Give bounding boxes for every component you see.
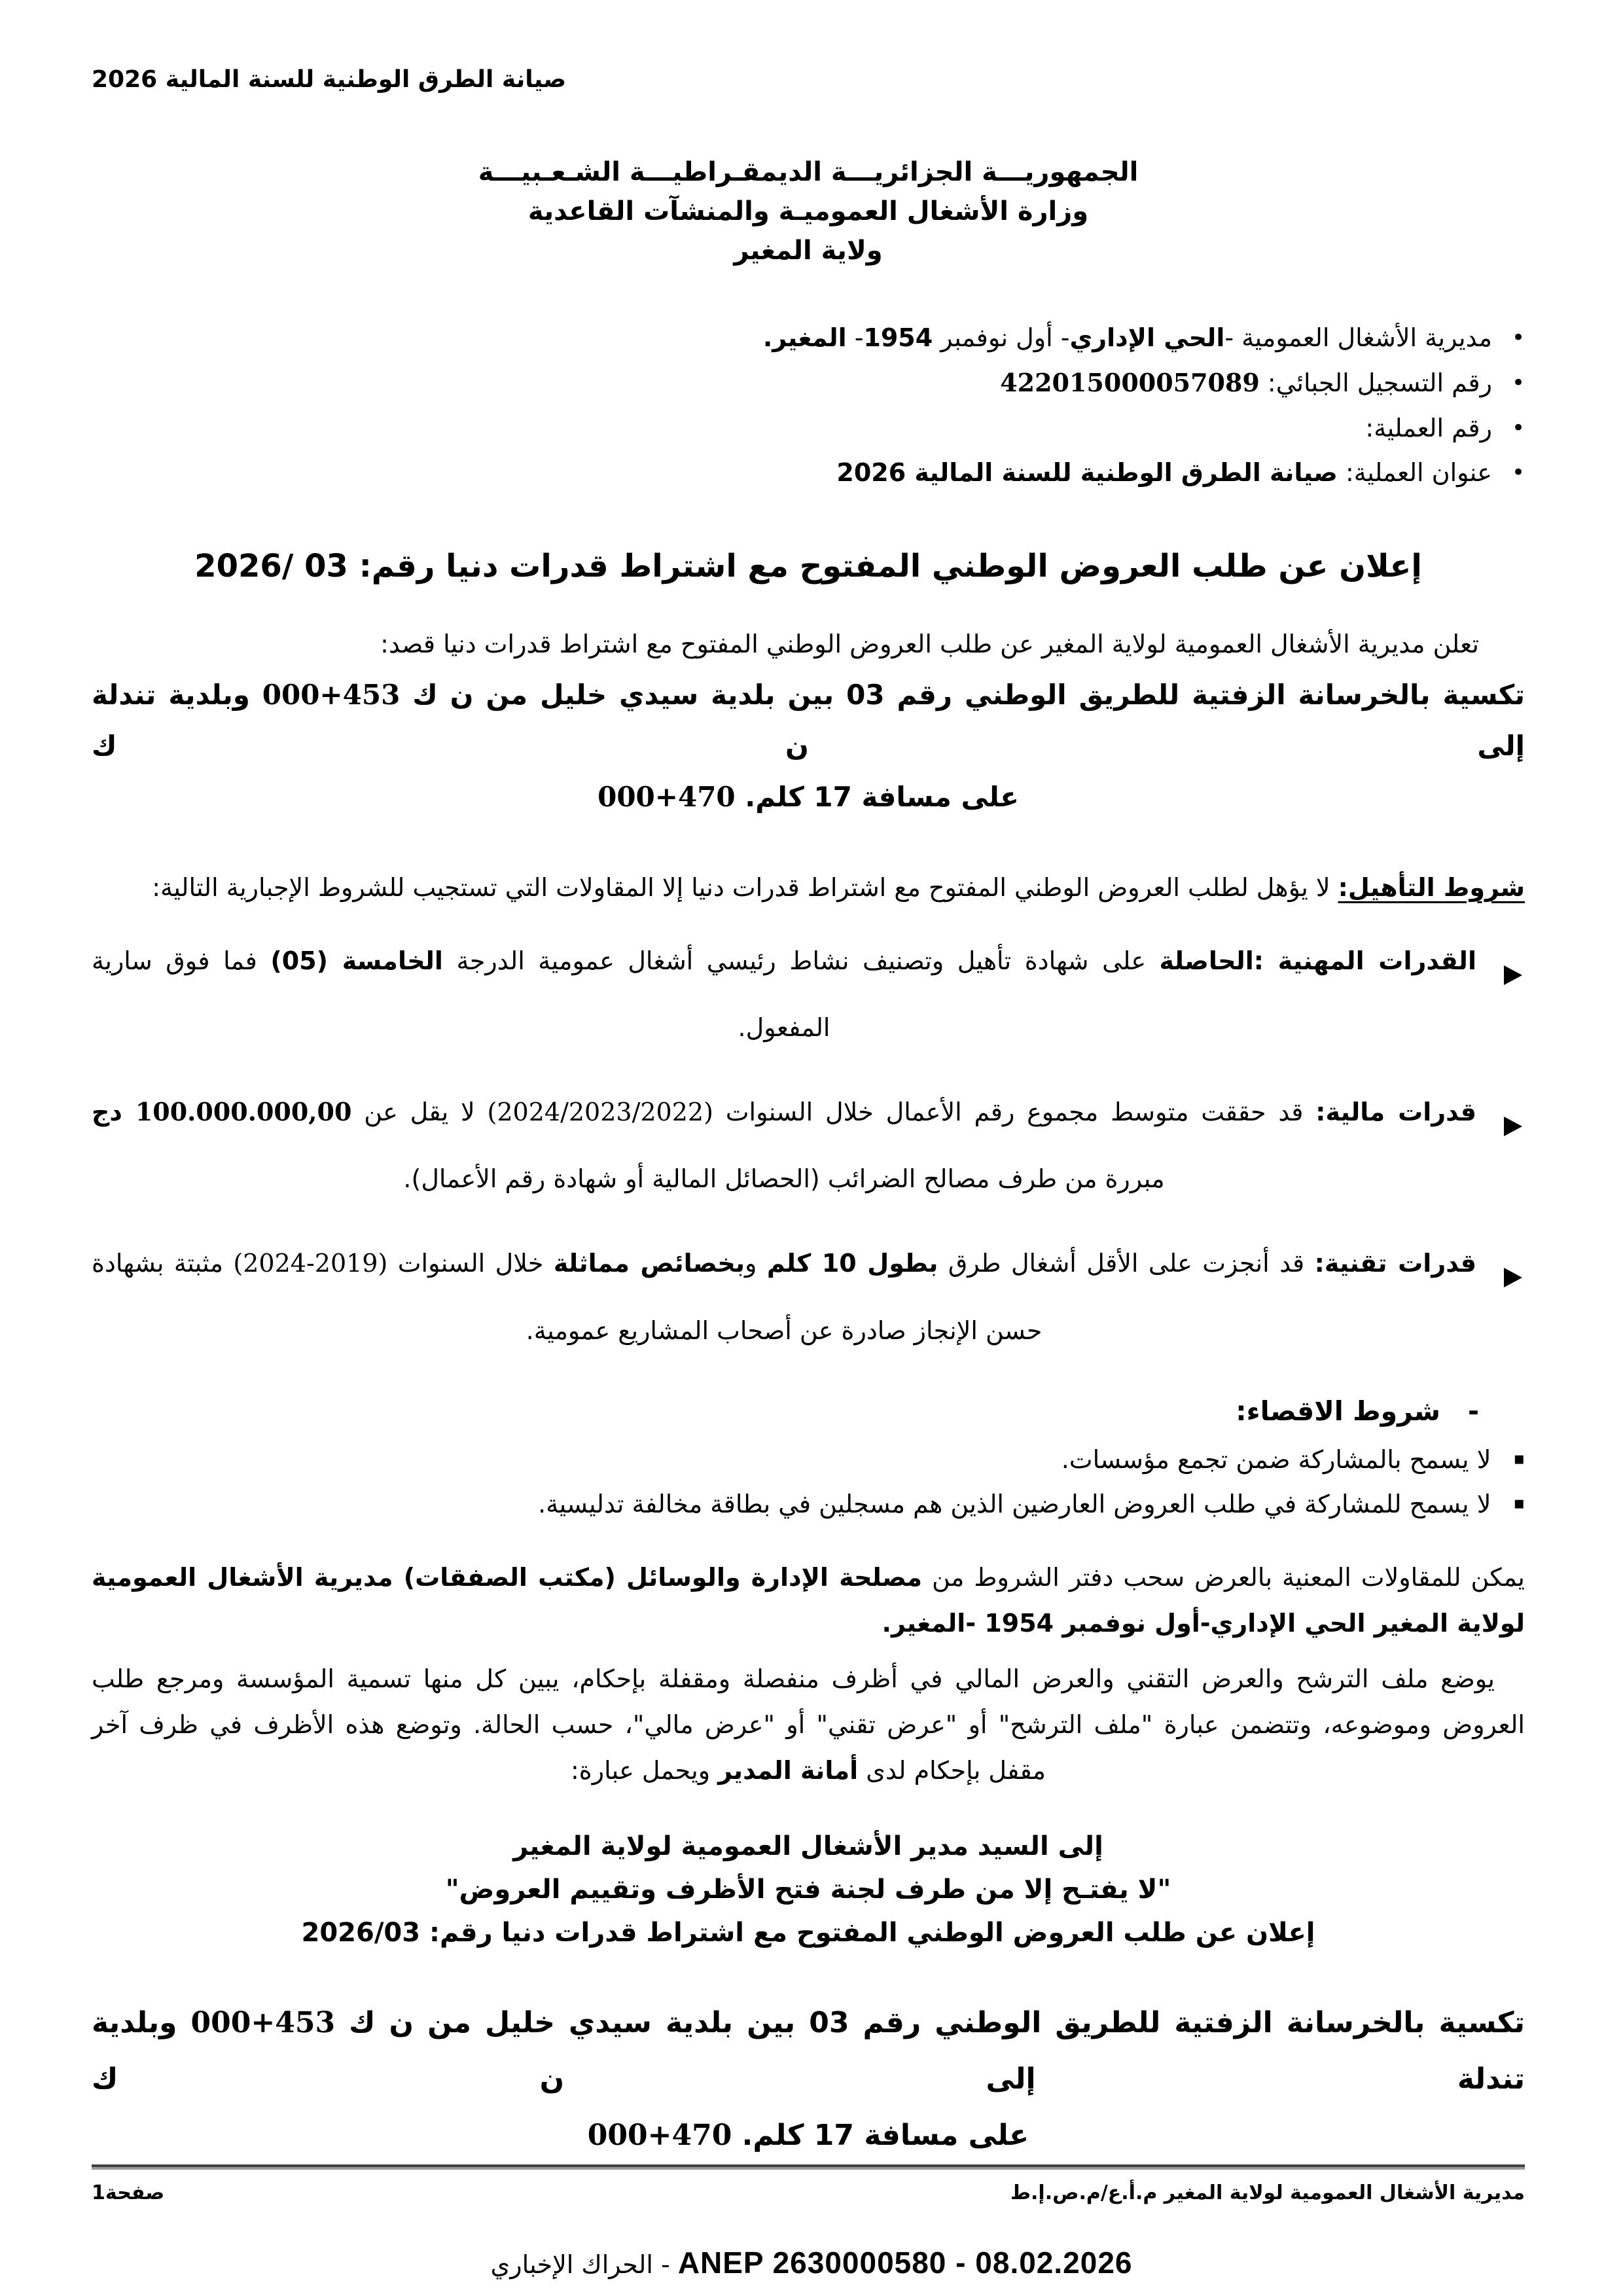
square-bullet-icon: ▪ bbox=[1513, 1494, 1525, 1514]
info-item-operation-number bbox=[92, 408, 1525, 449]
exclusion-header bbox=[92, 1390, 1479, 1433]
qualification-item-text: قدرات تقنية: قد أنجزت على الأقل أشغال طرق بطول 10 كلم وبخصائص مماثلة خلال السنوات (2024-2019) مثبتة بشهادة حسن الإنجاز صادرة عن أصحاب المشاريع عمومية. bbox=[92, 1248, 1477, 1345]
arrow-bullet-icon bbox=[1504, 965, 1522, 985]
exclusion-list bbox=[92, 1439, 1525, 1526]
page-footer bbox=[92, 2164, 1525, 2204]
info-item-text: عنوان العملية: صيانة الطرق الوطنية للسنة المالية 2026 bbox=[836, 458, 1492, 488]
bullet-dot-icon: • bbox=[1511, 369, 1525, 396]
bullet-dot-icon: • bbox=[1511, 325, 1525, 351]
square-bullet-icon: ▪ bbox=[1513, 1448, 1525, 1469]
info-item-text: رقم التسجيل الجبائي: 422015000057089 bbox=[1000, 367, 1492, 397]
work-title-line2: على مسافة 17 كلم. 000+470 bbox=[587, 2119, 1029, 2152]
withdrawal-paragraph: يمكن للمقاولات المعنية بالعرض سحب دفتر الشروط من مصلحة الإدارة والوسائل (مكتب الصفقات) مديرية الأشغال العمومية لولاية المغير الحي الإداري-أول نوفمبر 1954 -المغير. bbox=[92, 1562, 1525, 1638]
intro-paragraph: تعلن مديرية الأشغال العمومية لولاية المغير عن طلب العروض الوطني المفتوح مع اشتراط قدرات دنيا قصد: bbox=[380, 630, 1479, 659]
qualification-item-professional bbox=[92, 927, 1525, 1062]
work-title-line1: تكسية بالخرسانة الزفتية للطريق الوطني رقم 03 بين بلدية سيدي خليل من ن ك 000+453 وبلدية تندلة إلى ن ك bbox=[92, 679, 1525, 762]
address-director-line: إلى السيد مدير الأشغال العمومية لولاية المغير bbox=[513, 1831, 1103, 1862]
dash-icon: - bbox=[1467, 1395, 1479, 1427]
work-title-line2: على مسافة 17 كلم. 000+470 bbox=[597, 780, 1019, 813]
anep-reference: ANEP 2630000580 - 08.02.2026 - الحراك الإخباري bbox=[490, 2246, 1133, 2280]
tender-title: إعلان عن طلب العروض الوطني المفتوح مع اشتراط قدرات دنيا رقم: 03 /2026 bbox=[194, 547, 1422, 584]
work-title-repeat bbox=[92, 1995, 1525, 2163]
qualification-item-text: قدرات مالية: قد حققت متوسط مجموع رقم الأعمال خلال السنوات (2024/2023/2022) لا يقل عن 100.000.000,00 دج مبررة من طرف مصالح الضرائب (الحصائل المالية أو شهادة رقم الأعمال). bbox=[92, 1096, 1476, 1194]
running-header: صيانة الطرق الوطنية للسنة المالية 2026 bbox=[92, 66, 567, 93]
exclusion-item bbox=[92, 1483, 1525, 1526]
info-item-tax-number bbox=[92, 363, 1525, 404]
qualification-item-text: القدرات المهنية :الحاصلة على شهادة تأهيل وتصنيف نشاط رئيسي أشغال عمومية الدرجة الخامسة (05) فما فوق سارية المفعول. bbox=[92, 946, 1476, 1043]
work-title-line1: تكسية بالخرسانة الزفتية للطريق الوطني رقم 03 بين بلدية سيدي خليل من ن ك 000+453 وبلدية تندلة إلى ن ك bbox=[92, 2006, 1525, 2096]
qualification-item-technical bbox=[92, 1230, 1525, 1364]
info-item-text: رقم العملية: bbox=[1365, 413, 1492, 442]
bullet-dot-icon: • bbox=[1511, 459, 1525, 486]
letterhead-ministry-line: وزارة الأشغال العموميـة والمنشآت القاعدية bbox=[527, 196, 1089, 227]
qualification-item-financial bbox=[92, 1079, 1525, 1213]
info-item-text: مديرية الأشغال العمومية -الحي الإداري- أول نوفمبر 1954- المغير. bbox=[762, 323, 1492, 353]
qualification-header: شروط التأهيل: لا يؤهل لطلب العروض الوطني المفتوح مع اشتراط قدرات دنيا إلا المقاولات التي تستجيب للشروط الإجبارية التالية: bbox=[152, 873, 1525, 903]
arrow-bullet-icon bbox=[1504, 1268, 1522, 1287]
address-tender-reference-line: إعلان عن طلب العروض الوطني المفتوح مع اشتراط قدرات دنيا رقم: 2026/03 bbox=[301, 1918, 1315, 1948]
footer-divider bbox=[92, 2164, 1525, 2167]
arrow-bullet-icon bbox=[1504, 1117, 1522, 1136]
info-list bbox=[92, 317, 1525, 493]
exclusion-header-label: شروط الاقصاء: bbox=[1236, 1395, 1440, 1427]
work-title bbox=[92, 670, 1525, 822]
exclusion-item-text: لا يسمح بالمشاركة ضمن تجمع مؤسسات. bbox=[1061, 1444, 1491, 1474]
page-number: صفحة1 bbox=[92, 2181, 165, 2204]
exclusion-item-text: لا يسمح للمشاركة في طلب العروض العارضين الذين هم مسجلين في بطاقة مخالفة تدليسية. bbox=[538, 1490, 1491, 1519]
footer-reference: مديرية الأشغال العمومية لولاية المغير م.أ.ع/م.ص.إ.ط bbox=[1010, 2181, 1525, 2204]
submission-address-block bbox=[92, 1825, 1525, 1954]
letterhead bbox=[92, 152, 1525, 270]
bullet-dot-icon: • bbox=[1511, 414, 1525, 441]
info-item-directorate bbox=[92, 317, 1525, 359]
info-item-operation-title bbox=[92, 452, 1525, 493]
address-do-not-open-line: "لا يفتـح إلا من طرف لجنة فتح الأظرف وتقييم العروض" bbox=[445, 1874, 1171, 1905]
envelope-paragraph: يوضع ملف الترشح والعرض التقني والعرض المالي في أظرف منفصلة ومقفلة بإحكام، يبين كل منها تسمية المؤسسة ومرجع طلب العروض وموضوعه، وتتضمن عبارة "ملف الترشح" أو "عرض تقني" أو "عرض مالي"، حسب الحالة. وتوضع هذه الأظرف في ظرف آخر مقفل بإحكام لدى أمانة المدير ويحمل عبارة: bbox=[92, 1664, 1525, 1785]
letterhead-wilaya-line: ولاية المغير bbox=[734, 236, 883, 266]
exclusion-item bbox=[92, 1439, 1525, 1481]
letterhead-republic-line: الجمهوريـــة الجزائريـــة الديمقـراطيـــة الشـعـبيـــة bbox=[478, 157, 1139, 188]
